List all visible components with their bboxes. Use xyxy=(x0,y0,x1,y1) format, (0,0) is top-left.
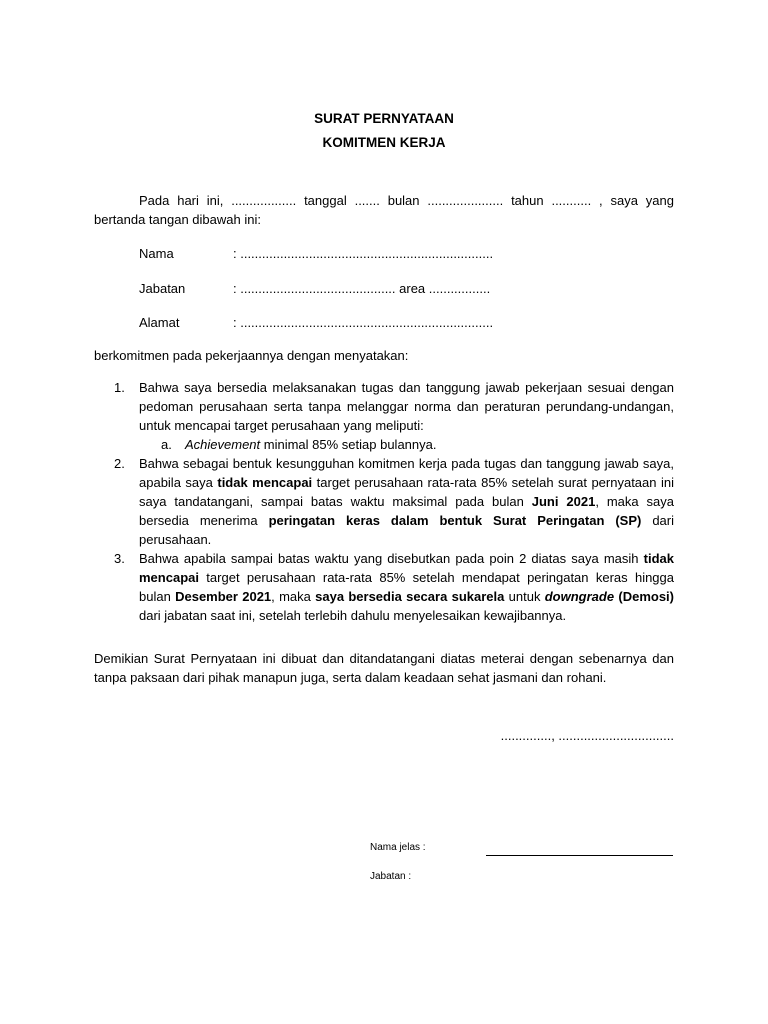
statement-item-1 xyxy=(94,378,674,454)
item-bold-text: (Demosi) xyxy=(618,589,674,604)
item-text: dari jabatan saat ini, setelah terlebih dahulu menyelesaikan kewajibannya. xyxy=(139,608,567,623)
jabatan-value: : ........................................... area ................. xyxy=(233,281,491,296)
signature-line xyxy=(486,855,673,856)
intro-paragraph: Pada hari ini, .................. tanggal ....... bulan ..................... tahun ........... , saya yang bertanda tangan dibawah ini: xyxy=(94,193,674,227)
place-date-line: .............., ................................ xyxy=(500,728,674,743)
item-text: , maka saya bersedia menerima xyxy=(139,494,674,528)
item-bold-text: Desember 2021 xyxy=(175,589,272,604)
item-bold-text: tidak mencapai xyxy=(139,551,674,585)
document-subtitle: KOMITMEN KERJA xyxy=(322,135,446,150)
nama-label: Nama xyxy=(139,246,174,261)
commitment-intro: berkomitmen pada pekerjaannya dengan menyatakan: xyxy=(94,348,409,363)
signature-name-label: Nama jelas : xyxy=(370,842,426,853)
item-text: untuk xyxy=(504,589,545,604)
alamat-value: : ...................................................................... xyxy=(233,315,494,330)
sub-item-text: minimal 85% setiap bulannya. xyxy=(260,437,437,452)
field-jabatan xyxy=(139,279,490,298)
item-bold-text: Juni 2021 xyxy=(531,494,596,509)
field-alamat xyxy=(139,313,493,332)
item-bold-text: saya bersedia secara sukarela xyxy=(315,589,505,604)
closing-paragraph: Demikian Surat Pernyataan ini dibuat dan ditandatangani diatas meterai dengan sebenarnya dan tanpa paksaan dari pihak manapun juga, serta dalam keadaan sehat jasmani dan rohani. xyxy=(94,651,674,685)
item-bold-text: peringatan keras dalam bentuk Surat Peringatan (SP) xyxy=(268,513,642,528)
item-text: Bahwa sebagai bentuk kesungguhan komitmen kerja pada tugas dan tanggung jawab saya, apabila saya xyxy=(139,456,674,490)
item-text: Bahwa apabila sampai batas waktu yang disebutkan pada poin 2 diatas saya masih xyxy=(139,551,644,566)
sub-item-emphasis: Achievement xyxy=(185,437,261,452)
signature-position-label: Jabatan : xyxy=(370,871,412,882)
statement-item-3 xyxy=(94,549,674,625)
item-text: Bahwa saya bersedia melaksanakan tugas dan tanggung jawab pekerjaan sesuai dengan pedoman perusahaan serta tanpa melanggar norma dan peraturan perundang-undangan, untuk mencapai target perusahaan yang meliputi: xyxy=(139,380,674,433)
item-number: 3. xyxy=(114,551,125,566)
item-text: , maka xyxy=(271,589,316,604)
item-bold-text: tidak mencapai xyxy=(217,475,313,490)
item-text: dari perusahaan. xyxy=(139,513,674,547)
statement-item-2 xyxy=(94,454,674,549)
alamat-label: Alamat xyxy=(139,315,180,330)
jabatan-label: Jabatan xyxy=(139,281,186,296)
document-title: SURAT PERNYATAAN xyxy=(314,111,454,126)
item-number: 1. xyxy=(114,380,125,395)
item-bold-italic-text: downgrade xyxy=(544,589,615,604)
item-number: 2. xyxy=(114,456,125,471)
sub-item-a xyxy=(139,435,674,454)
item-text: target perusahaan rata-rata 85% setelah surat pernyataan ini saya tandatangani, sampai batas waktu maksimal pada bulan xyxy=(139,475,674,509)
sub-item-number: a. xyxy=(161,437,172,452)
nama-value: : ...................................................................... xyxy=(233,246,494,261)
statement-list xyxy=(94,378,674,625)
item-text: target perusahaan rata-rata 85% setelah mendapat peringatan keras hingga bulan xyxy=(139,570,674,604)
field-nama xyxy=(139,244,493,263)
